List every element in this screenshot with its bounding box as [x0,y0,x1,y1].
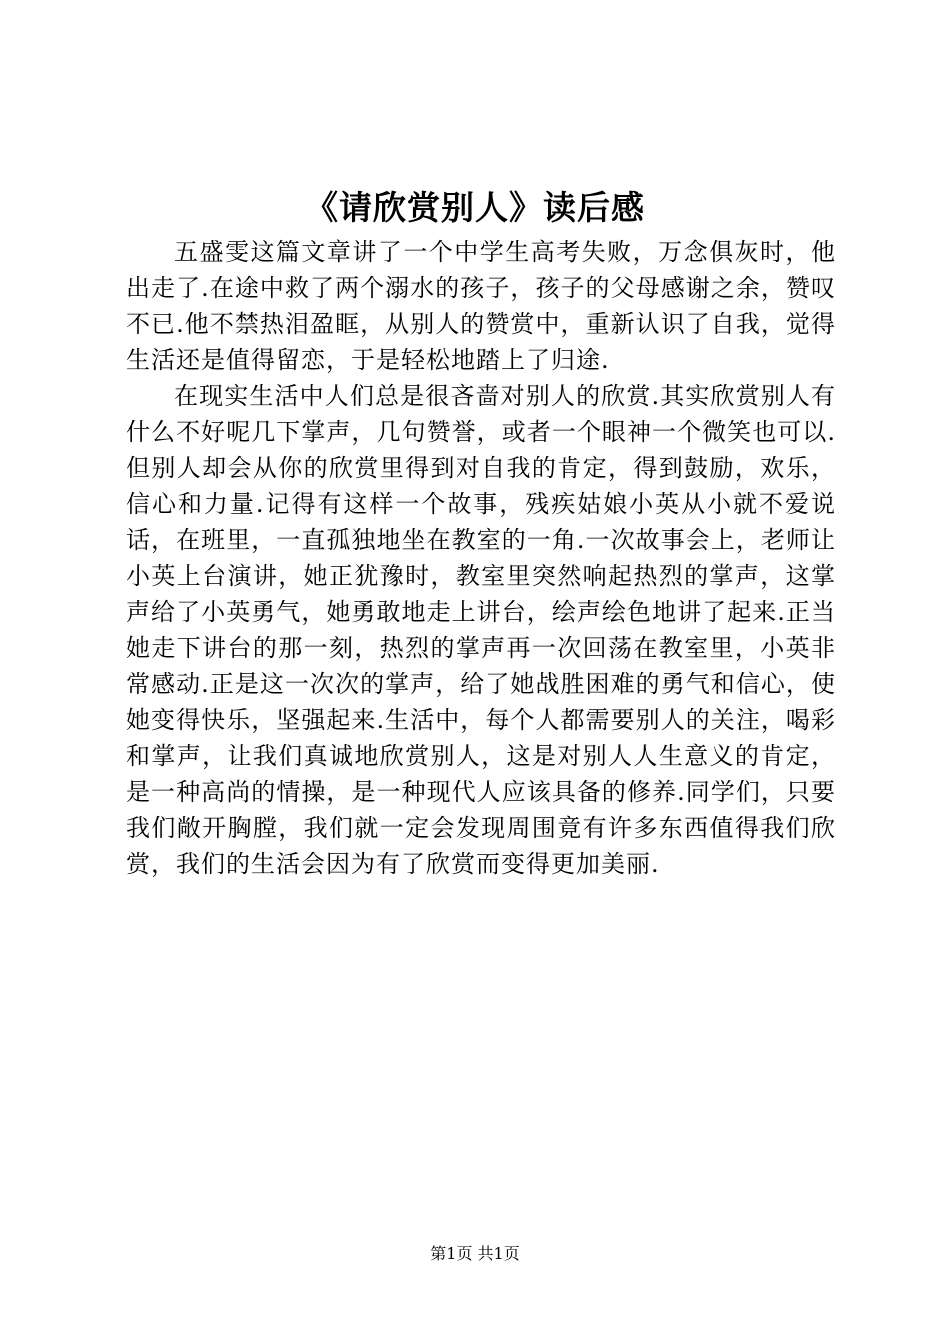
document-title: 《请欣赏别人》读后感 [305,188,645,227]
page-footer: 第1页 共1页 [430,1244,520,1263]
document-body [126,234,836,882]
paragraph-1: 五盛雯这篇文章讲了一个中学生高考失败，万念俱灰时，他出走了.在途中救了两个溺水的孩子，孩子的父母感谢之余，赞叹不已.他不禁热泪盈眶，从别人的赞赏中，重新认识了自我，觉得生活还是值得留恋，于是轻松地踏上了归途. [126,238,836,374]
paragraph-2: 在现实生活中人们总是很吝啬对别人的欣赏.其实欣赏别人有什么不好呢几下掌声，几句赞誉，或者一个眼神一个微笑也可以.但别人却会从你的欣赏里得到对自我的肯定，得到鼓励，欢乐，信心和力量.记得有这样一个故事，残疾姑娘小英从小就不爱说话，在班里，一直孤独地坐在教室的一角.一次故事会上，老师让小英上台演讲，她正犹豫时，教室里突然响起热烈的掌声，这掌声给了小英勇气，她勇敢地走上讲台，绘声绘色地讲了起来.正当她走下讲台的那一刻，热烈的掌声再一次回荡在教室里，小英非常感动.正是这一次次的掌声，给了她战胜困难的勇气和信心，使她变得快乐，坚强起来.生活中，每个人都需要别人的关注，喝彩和掌声，让我们真诚地欣赏别人，这是对别人人生意义的肯定，是一种高尚的情操，是一种现代人应该具备的修养.同学们，只要我们敞开胸膛，我们就一定会发现周围竟有许多东西值得我们欣赏，我们的生活会因为有了欣赏而变得更加美丽. [126,382,836,878]
